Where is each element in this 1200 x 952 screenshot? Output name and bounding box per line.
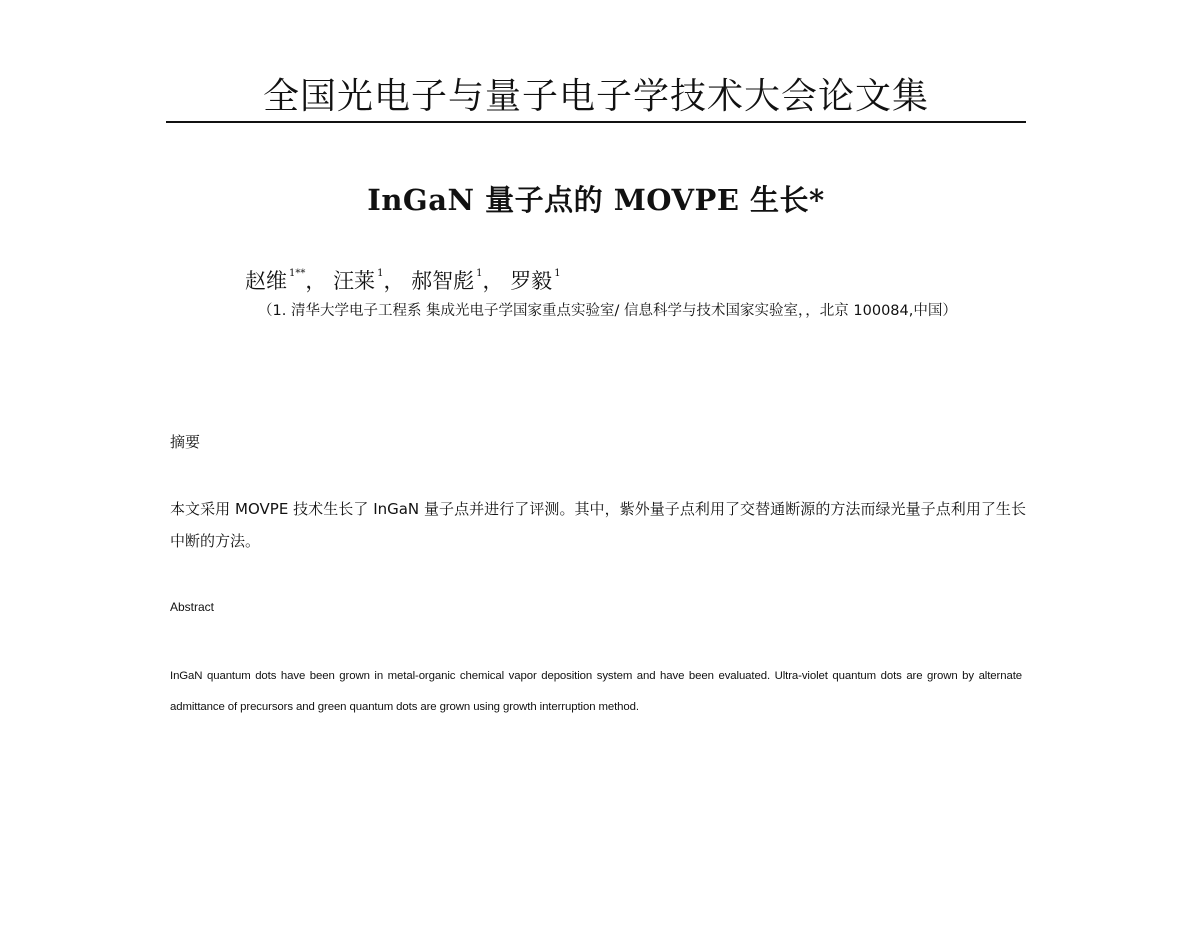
author-separator: ，: [482, 269, 504, 293]
abstract-en-body: InGaN quantum dots have been grown in metal-organic chemical vapor deposition system and have been evaluated. Ultra-violet quantum dots are grown by alternate admittance of precursors and green quantum dots are grown using growth interruption method.: [170, 670, 1022, 713]
paper-title: InGaN 量子点的 MOVPE 生长*: [367, 183, 825, 217]
proceedings-header-title: 全国光电子与量子电子学技术大会论文集: [262, 76, 929, 117]
author-separator: ，: [305, 269, 327, 293]
author-name: 郝智彪: [411, 269, 475, 293]
author-separator: ，: [383, 269, 405, 293]
author-affiliation: （1. 清华大学电子工程系 集成光电子学国家重点实验室/ 信息科学与技术国家实验室，，北京 100084,中国）: [258, 303, 957, 319]
author-name: 赵维: [245, 269, 287, 293]
author-name: 汪莱: [333, 269, 376, 293]
abstract-cn-body: 本文采用 MOVPE 技术生长了 InGaN 量子点并进行了评测。其中，紫外量子点利用了交替通断源的方法而绿光量子点利用了生长中断的方法。: [170, 500, 1026, 550]
author-affiliation-mark: 1**: [289, 268, 306, 279]
author-affiliation-mark: 1: [476, 268, 483, 279]
abstract-cn-heading: 摘要: [170, 433, 201, 451]
author-affiliation-mark: 1: [554, 268, 561, 279]
author-affiliation-mark: 1: [377, 268, 384, 279]
header-divider: [166, 121, 1026, 123]
author-list: [245, 258, 561, 297]
author-name: 罗毅: [510, 269, 553, 293]
abstract-en-heading: Abstract: [170, 600, 215, 614]
